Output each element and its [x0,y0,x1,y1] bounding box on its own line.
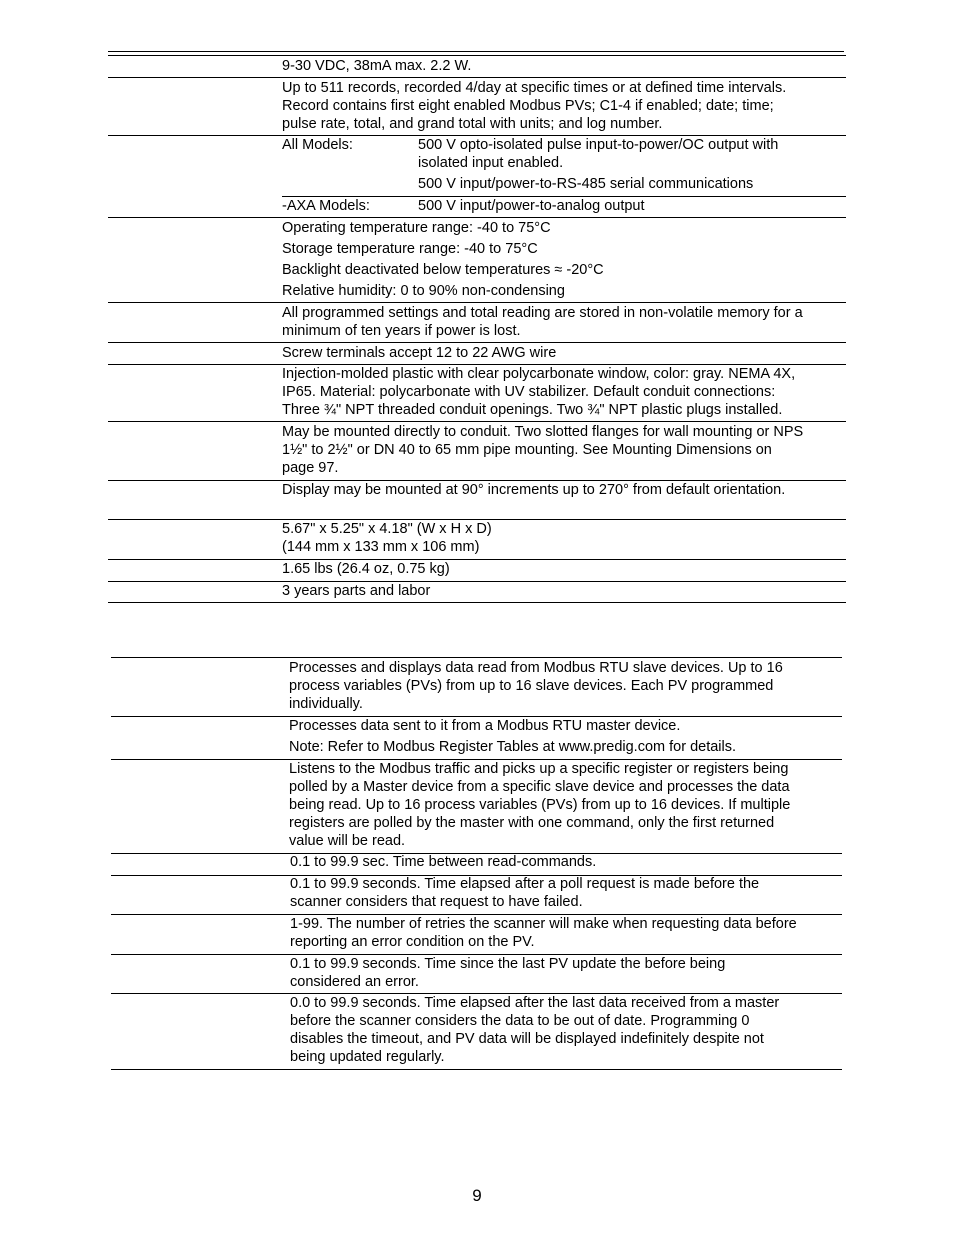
modbus-cell-scan-rate [290,853,596,871]
spec-text: IP65. Material: polycarbonate with UV stabilizer. Default conduit connections: [282,384,776,400]
spec-text: minimum of ten years if power is lost. [282,323,521,339]
spec-text: 1.65 lbs (26.4 oz, 0.75 kg) [282,561,450,577]
spec-text: 0.1 to 99.9 seconds. Time elapsed after a poll request is made before the [290,876,760,892]
modbus-cell-slave-timeout [290,994,779,1066]
spec-text: Listens to the Modbus traffic and picks up a specific register or registers being [289,761,789,777]
row-divider [108,559,846,560]
modbus-cell-slave-mode [289,717,736,756]
spec-text: value will be read. [289,833,406,849]
row-divider [108,77,846,78]
modbus-cell-pv-timeout [290,955,725,991]
spec-text: 0.0 to 99.9 seconds. Time elapsed after the last data received from a master [290,995,780,1011]
spec-text: May be mounted directly to conduit. Two slotted flanges for wall mounting or NPS [282,424,804,440]
spec-cell-environmental [282,219,604,303]
modbus-cell-master-timeout [290,875,759,911]
spec-cell-power [282,57,471,75]
spec-text: isolated input enabled. [418,155,564,171]
modbus-cell-retries [290,915,797,951]
row-divider [108,302,846,303]
spec-text: Up to 511 records, recorded 4/day at specific times or at defined time intervals. [282,80,787,96]
spec-text: (144 mm x 133 mm x 106 mm) [282,539,480,555]
spec-text: registers are polled by the master with one command, only the first returned [289,815,775,831]
table-top-rule [111,657,842,658]
spec-text: individually. [289,696,363,712]
spec-text: 3 years parts and labor [282,583,431,599]
spec-cell-data-log [282,79,786,133]
spec-text: before the scanner considers the data to be out of date. Programming 0 [290,1013,750,1029]
spec-text: 9-30 VDC, 38mA max. 2.2 W. [282,58,472,74]
spec-text: pulse rate, total, and grand total with units; and log number. [282,116,663,132]
spec-text: process variables (PVs) from up to 16 slave devices. Each PV programmed [289,678,774,694]
spec-cell-connections [282,344,556,362]
spec-text: Processes data sent to it from a Modbus RTU master device. [289,718,681,734]
isolation-axa-label: -AXA Models: [282,198,370,214]
spec-text: Backlight deactivated below temperatures ≈ -20°C [282,262,604,278]
spec-text: All programmed settings and total reading are stored in non-volatile memory for a [282,305,803,321]
table-top-rule-b [108,55,846,56]
spec-cell-warranty [282,582,430,600]
spec-cell-mounting [282,423,803,477]
isolation-all-models-label: All Models: [282,137,353,153]
spec-text: disables the timeout, and PV data will be displayed indefinitely despite not [290,1031,764,1047]
modbus-cell-snooper-mode [289,760,790,850]
spec-text: 0.1 to 99.9 sec. Time between read-commands. [290,854,597,870]
page-number: 9 [472,1186,482,1205]
spec-text: 0.1 to 99.9 seconds. Time since the last PV update the before being [290,956,726,972]
spec-text: Injection-molded plastic with clear polycarbonate window, color: gray. NEMA 4X, [282,366,796,382]
row-divider [108,581,846,582]
spec-text: reporting an error condition on the PV. [290,934,535,950]
isolation-all-models-extra: 500 V input/power-to-RS-485 serial communications [418,176,754,192]
spec-text: Display may be mounted at 90° increments up to 270° from default orientation. [282,482,786,498]
spec-cell-orientation [282,481,785,499]
row-divider [108,342,846,343]
modbus-cell-master-mode [289,659,783,713]
table-bottom-rule [111,1069,842,1070]
row-divider [108,421,846,422]
table-top-rule-a [108,51,844,52]
isolation-all-models-text [418,136,778,172]
table-bottom-rule [108,602,846,603]
spec-text: Operating temperature range: -40 to 75°C [282,220,551,236]
spec-text: Storage temperature range: -40 to 75°C [282,241,538,257]
spec-cell-dimensions [282,520,492,556]
spec-text: polled by a Master device from a specific slave device and processes the data [289,779,790,795]
spec-text: being updated regularly. [290,1049,445,1065]
spec-text: 5.67" x 5.25" x 4.18" (W x H x D) [282,521,492,537]
spec-text: Processes and displays data read from Modbus RTU slave devices. Up to 16 [289,660,783,676]
row-divider [108,217,846,218]
spec-text: scanner considers that request to have failed. [290,894,583,910]
isolation-axa-text: 500 V input/power-to-analog output [418,198,645,214]
spec-cell-enclosure [282,365,795,419]
spec-text: 500 V opto-isolated pulse input-to-power/OC output with [418,137,779,153]
spec-cell-memory [282,304,803,340]
spec-text: 1-99. The number of retries the scanner will make when requesting data before [290,916,797,932]
spec-text: 1½" to 2½" or DN 40 to 65 mm pipe mounting. See Mounting Dimensions on [282,442,772,458]
spec-text: Note: Refer to Modbus Register Tables at www.predig.com for details. [289,739,737,755]
spec-text: considered an error. [290,974,419,990]
spec-text: Record contains first eight enabled Modbus PVs; C1-4 if enabled; date; time; [282,98,774,114]
spec-text: page 97. [282,460,339,476]
spec-text: Relative humidity: 0 to 90% non-condensing [282,283,565,299]
spec-text: being read. Up to 16 process variables (PVs) from up to 16 devices. If multiple [289,797,791,813]
spec-text: Screw terminals accept 12 to 22 AWG wire [282,345,557,361]
spec-cell-weight [282,560,450,578]
spec-text: Three ¾" NPT threaded conduit openings. Two ¾" NPT plastic plugs installed. [282,402,783,418]
